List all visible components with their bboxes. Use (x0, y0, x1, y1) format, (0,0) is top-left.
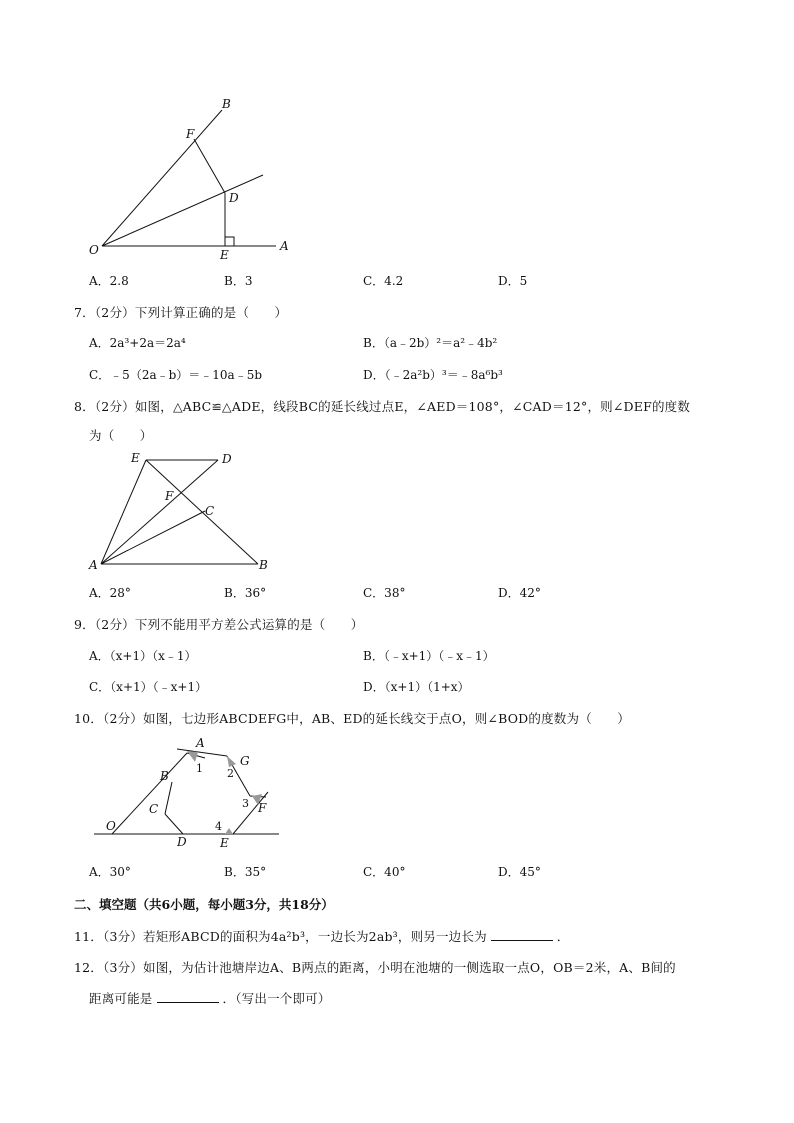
q7-stem: 7．（2分）下列计算正确的是（ ） (74, 305, 288, 320)
q8-stem-line1: 8．（2分）如图，△ABC≌△ADE，线段BC的延长线过点E，∠AED＝108°，∠CAD＝12°，则∠DEF的度数 (74, 399, 691, 414)
label-A: A (89, 558, 98, 572)
q12-answer-blank[interactable] (157, 992, 219, 1003)
q9-option-a[interactable]: A．（x+1）（x﹣1） (89, 649, 197, 663)
angle-label-1: 1 (196, 762, 203, 775)
label-D: D (177, 835, 187, 849)
label-E: E (131, 451, 140, 465)
q9-option-d[interactable]: D．（x+1）（1+x） (363, 680, 470, 694)
q7-option-b[interactable]: B．（a﹣2b）²＝a²﹣4b² (363, 336, 498, 350)
q10-option-a[interactable]: A．30° (89, 865, 131, 879)
angle-label-2: 2 (227, 767, 234, 780)
q11-answer-blank[interactable] (491, 930, 553, 941)
label-F: F (165, 489, 174, 503)
label-F: F (186, 127, 195, 141)
q10-option-d[interactable]: D．45° (498, 865, 541, 879)
q11-text-before: 11．（3分）若矩形ABCD的面积为4a²b³，一边长为2ab³，则另一边长为 (74, 929, 487, 944)
label-F: F (258, 801, 267, 815)
q8-option-d[interactable]: D．42° (498, 586, 541, 600)
label-C: C (149, 802, 159, 816)
q7-option-a[interactable]: A．2a³+2a＝2a⁴ (89, 336, 186, 350)
label-D: D (222, 452, 232, 466)
angle-label-4: 4 (215, 820, 222, 833)
q8-option-a[interactable]: A．28° (89, 586, 131, 600)
label-B: B (160, 769, 169, 783)
q11-stem (74, 927, 570, 945)
q6-option-c[interactable]: C．4.2 (363, 274, 404, 288)
q12-stem-line2 (89, 989, 331, 1007)
q12-text-after: ．（写出一个即可） (222, 991, 331, 1006)
q8-stem-line2: 为（ ） (89, 428, 153, 443)
label-D: D (229, 191, 239, 205)
q8-option-b[interactable]: B．36° (224, 586, 267, 600)
section-title-fill-in: 二、填空题（共6小题，每小题3分，共18分） (74, 897, 334, 912)
q11-text-after: ． (556, 929, 570, 944)
label-E: E (220, 836, 229, 850)
q10-option-c[interactable]: C．40° (363, 865, 406, 879)
q8-option-c[interactable]: C．38° (363, 586, 406, 600)
q9-option-c[interactable]: C．（x+1）（﹣x+1） (89, 680, 208, 694)
q12-text-before: 距离可能是 (89, 991, 153, 1006)
label-O: O (106, 819, 116, 833)
label-B: B (222, 97, 231, 111)
label-C: C (205, 504, 215, 518)
label-B: B (259, 558, 268, 572)
angle-label-3: 3 (242, 797, 249, 810)
q7-option-c[interactable]: C．﹣5（2a﹣b）＝﹣10a﹣5b (89, 368, 263, 382)
label-A: A (196, 736, 205, 750)
q6-option-a[interactable]: A．2.8 (89, 274, 129, 288)
q6-option-b[interactable]: B．3 (224, 274, 253, 288)
label-O: O (89, 243, 99, 257)
q6-option-d[interactable]: D．5 (498, 274, 528, 288)
q10-stem: 10．（2分）如图，七边形ABCDEFG中，AB、ED的延长线交于点O，则∠BOD的度数为（ ） (74, 711, 630, 726)
label-G: G (240, 754, 250, 768)
q10-option-b[interactable]: B．35° (224, 865, 267, 879)
q7-option-d[interactable]: D．（﹣2a²b）³＝﹣8a⁶b³ (363, 368, 503, 382)
label-A: A (280, 239, 289, 253)
label-E: E (220, 248, 229, 262)
q9-option-b[interactable]: B．（﹣x+1）（﹣x﹣1） (363, 649, 495, 663)
q9-stem: 9．（2分）下列不能用平方差公式运算的是（ ） (74, 617, 364, 632)
q12-stem-line1: 12．（3分）如图，为估计池塘岸边A、B两点的距离，小明在池塘的一侧选取一点O，OB＝2米，A、B间的 (74, 960, 676, 975)
